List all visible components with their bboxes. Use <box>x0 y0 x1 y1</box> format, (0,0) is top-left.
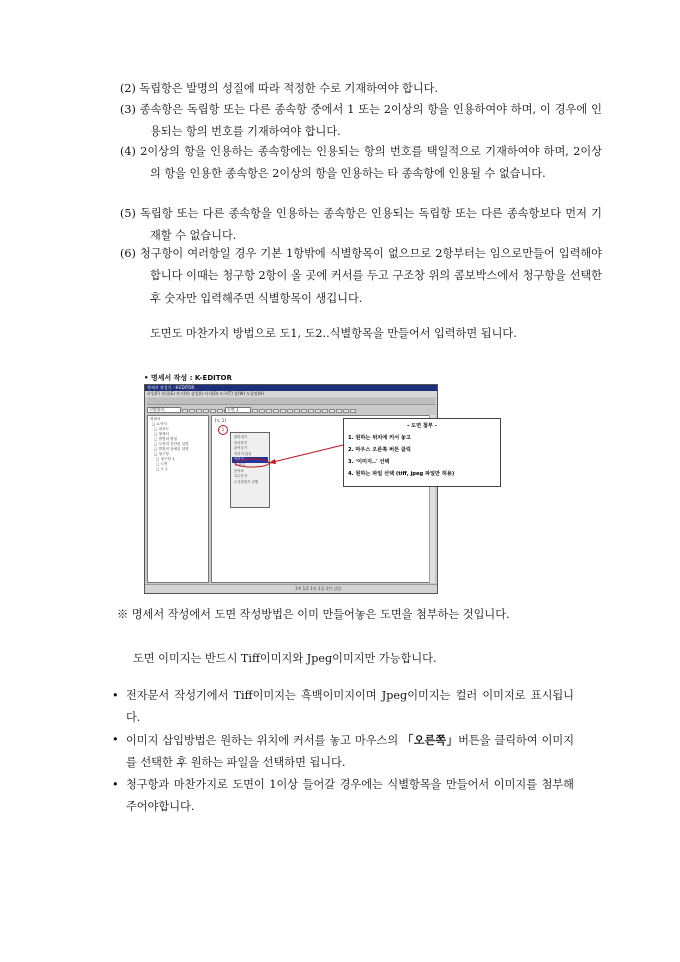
id-item-combobox: 식별항목 <box>147 407 181 413</box>
editor-screenshot <box>144 384 455 594</box>
tree-item: □ 도면 <box>156 462 168 466</box>
bullet-icon: • <box>112 733 119 746</box>
drawing-combobox: 도면 1 <box>225 407 251 413</box>
tree-item: □ 발명의 명칭 <box>154 437 178 441</box>
context-menu-item: 복사하기 <box>234 440 248 445</box>
context-menu-item: 이미지 삽입 <box>234 451 252 456</box>
context-menu-item: 표 삽입 <box>234 462 245 467</box>
image-insert-callout <box>343 418 501 487</box>
context-menu-item: 붙여넣기 <box>234 446 248 451</box>
right-button-emphasis: 「오른쪽」 <box>402 733 459 747</box>
tree-item: □ 명세서 <box>154 432 169 436</box>
tree-item: 명세서 <box>150 417 161 421</box>
rule-6: (6) 청구항이 여러항일 경우 기본 1항밖에 식별항목이 없으므로 2항부터는 임으로만들어 입력해야합니다 이때는 청구항 2항이 올 곳에 커서를 두고 구조창 위의 콤보박스에서 청구항을 선택한후 숫자만 입력해주면 식별항목이 생깁니다. <box>120 247 602 305</box>
callout-step: 1. 원하는 위치에 커서 놓고 <box>348 435 411 441</box>
tree-item: □ 발명의 상세한 설명 <box>154 447 189 451</box>
rule-4: (4) 2이상의 항을 인용하는 종속항에는 인용되는 항의 번호를 택일적으로 기재하여야 하며, 2이상의 항을 인용한 종속항은 2이상의 항을 인용하는 타 종속항에 인용될 수 없습니다. <box>120 145 602 181</box>
tree-item: □ 대표도 <box>154 427 169 431</box>
callout-step: 3. '이미지..' 선택 <box>348 459 390 465</box>
status-bar <box>145 584 437 593</box>
list-item: • 청구항과 마찬가지로 도면이 1이상 들어갈 경우에는 식별항목을 만들어서 이미지를 첨부해주어야합니다. <box>112 774 574 818</box>
rule-2: (2) 독립항은 발명의 성질에 따라 적정한 수로 기재하여야 합니다. <box>120 82 439 95</box>
rule-6-drawing-note: 도면도 마찬가지 방법으로 도1, 도2..식별항목을 만들어서 입력하면 됩니다. <box>150 327 517 340</box>
context-menu-item: 잘라내기 <box>234 435 248 439</box>
window-titlebar: 명세서 작성기 - K-EDITOR <box>145 385 437 391</box>
callout-arrow-icon <box>145 385 439 595</box>
rule-3: (3) 종속항은 독립항 또는 다른 종속항 중에서 1 또는 2이상의 항을 인용하여야 하며, 이 경우에 인용되는 항의 번호를 기재하여야 합니다. <box>120 103 602 139</box>
rule-5: (5) 독립항 또는 다른 종속항을 인용하는 종속항은 인용되는 독립항 또는 다른 종속항보다 먼저 기재할 수 없습니다. <box>120 207 602 243</box>
context-menu-item: 특수문자 <box>234 474 248 479</box>
status-text: 1쪽 1/1 1단 1줄 1칸 삽입 <box>295 586 342 591</box>
tree-item: □ 도면의 간단한 설명 <box>154 442 189 446</box>
drawing-note: ※ 명세서 작성에서 도면 작성방법은 이미 만들어놓은 도면을 첨부하는 것입니다. <box>117 608 510 621</box>
figure-caption: • 명세서 작성 : K-EDITOR <box>144 374 232 382</box>
tips-list <box>112 685 574 818</box>
context-menu-item: 수식편집기 실행 <box>234 479 259 484</box>
tree-item: □ 요약서 <box>152 422 167 426</box>
drawing-format-note: 도면 이미지는 반드시 Tiff이미지와 Jpeg이미지만 가능합니다. <box>133 652 437 665</box>
callout-heading: - 도면 첨부 - <box>407 423 437 429</box>
callout-step: 2. 마우스 오른쪽 버튼 클릭 <box>348 447 411 453</box>
window-menubar: 파일(F) 편집(E) 보기(V) 삽입(I) 서식(O) 도구(T) 창(W) 도움말(H) <box>145 391 437 397</box>
drawing-label: [도 1] <box>215 418 226 423</box>
bullet-icon: • <box>112 778 119 791</box>
step-marker-icon: 1 <box>218 425 228 435</box>
context-menu-item: 문자표 <box>234 468 244 473</box>
context-menu-item: 이미지... <box>232 457 268 463</box>
tree-item: □ 청구항 <box>154 452 169 456</box>
list-item: • 전자문서 작성기에서 Tiff이미지는 흑백이미지이며 Jpeg이미지는 컬러 이미지로 표시됩니다. <box>112 685 574 729</box>
tree-item: □ 청구항 1 <box>156 457 175 461</box>
callout-step: 4. 원하는 파일 선택 (tiff, jpeg 파일만 허용) <box>348 471 455 477</box>
bullet-icon: • <box>112 689 119 702</box>
tree-item: □ 도 1 <box>156 467 168 471</box>
list-item: • 이미지 삽입방법은 원하는 위치에 커서를 놓고 마우스의 「오른쪽」버튼을 클릭하여 이미지를 선택한 후 원하는 파일을 선택하면 됩니다. <box>112 729 574 774</box>
